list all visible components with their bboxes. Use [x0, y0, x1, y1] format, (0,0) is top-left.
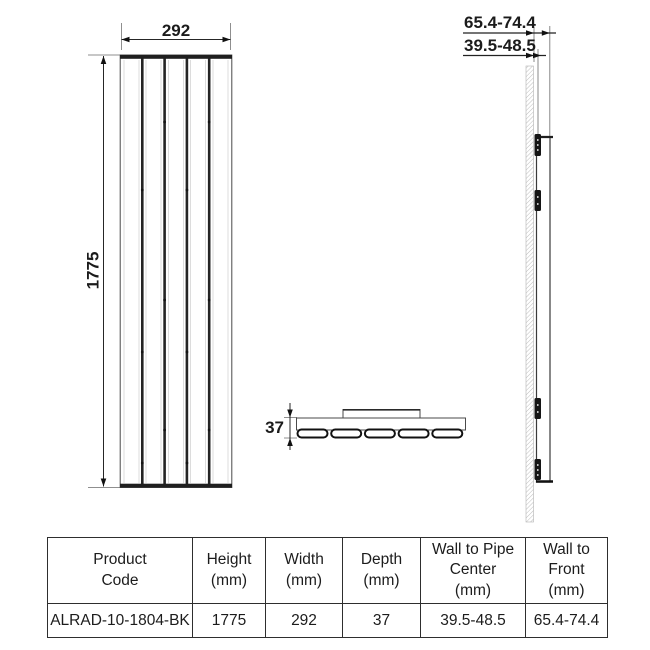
header-product-code: Product Code	[48, 538, 193, 604]
cell-product-code: ALRAD-10-1804-BK	[48, 604, 193, 638]
front-view	[88, 23, 232, 488]
cell-wall-to-pipe-center: 39.5-48.5	[421, 604, 526, 638]
depth-dimension	[287, 403, 293, 450]
width-dimension-label: 292	[161, 21, 191, 40]
bracket	[535, 134, 542, 156]
side-view-extension-lines	[534, 26, 550, 136]
header-width: Width (mm)	[266, 538, 343, 604]
bracket	[535, 398, 542, 419]
wall-to-front-dimension-label: 65.4-74.4	[464, 13, 536, 32]
spec-table	[47, 537, 608, 638]
bracket	[535, 190, 542, 211]
cell-wall-to-front: 65.4-74.4	[526, 604, 608, 638]
height-dimension-label: 1775	[83, 251, 103, 290]
bracket	[535, 459, 542, 480]
arrow-right-icon	[223, 37, 231, 43]
arrow-down-icon	[287, 410, 293, 418]
spec-table-header-row	[48, 538, 608, 604]
radiator-front-body	[120, 55, 232, 488]
side-view	[463, 26, 556, 522]
arrow-up-icon	[287, 438, 293, 446]
depth-dimension-label: 37	[265, 418, 284, 437]
bottom-view	[284, 403, 466, 450]
bottom-cap	[120, 484, 232, 488]
cell-height: 1775	[193, 604, 266, 638]
radiator-body-section	[297, 418, 466, 430]
arrow-right-icon	[542, 30, 550, 36]
header-wall-to-pipe-center: Wall to Pipe Center (mm)	[421, 538, 526, 604]
header-wall-to-front: Wall to Front (mm)	[526, 538, 608, 604]
bracket-rail-section	[343, 410, 420, 419]
arrow-up-icon	[101, 56, 107, 64]
radiator-side-body	[535, 137, 553, 482]
cell-width: 292	[266, 604, 343, 638]
wall-to-pipe-dimension-label: 39.5-48.5	[464, 36, 536, 55]
spec-table-data-row	[48, 604, 608, 638]
arrow-down-icon	[101, 479, 107, 487]
panel-tube-sections	[298, 430, 463, 438]
header-depth: Depth (mm)	[343, 538, 421, 604]
header-height: Height (mm)	[193, 538, 266, 604]
top-cap	[120, 55, 232, 59]
cell-depth: 37	[343, 604, 421, 638]
wall-section	[526, 66, 534, 522]
arrow-left-icon	[122, 37, 130, 43]
